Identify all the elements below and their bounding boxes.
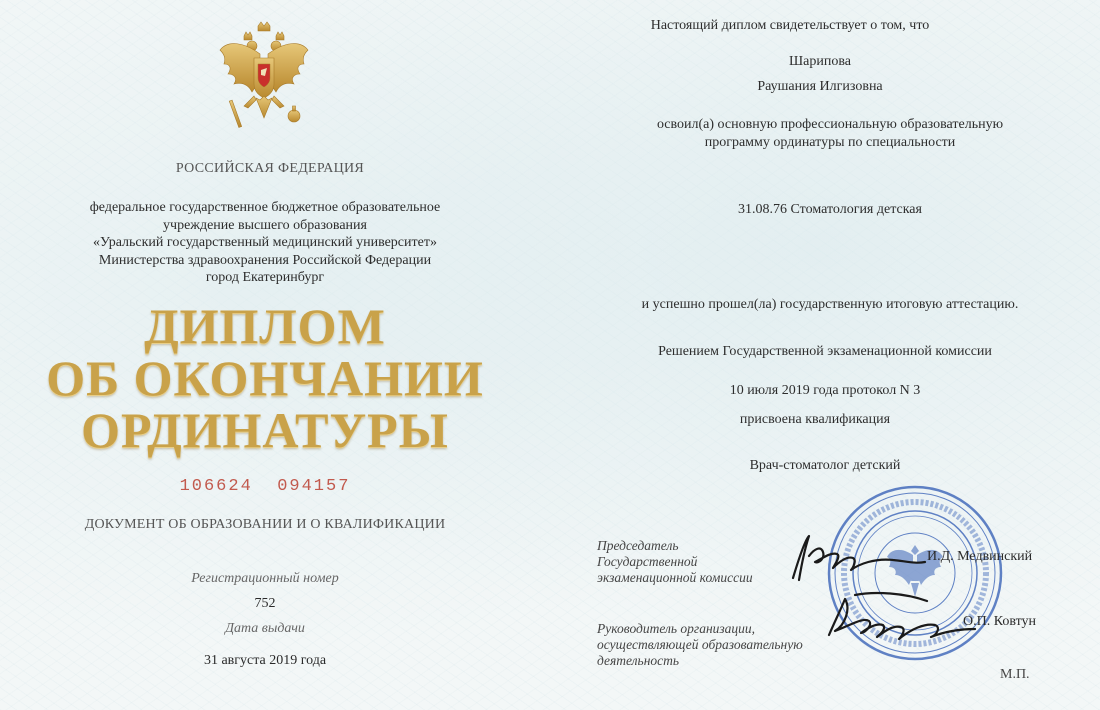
registration-label: Регистрационный номер: [191, 571, 339, 586]
document-type: ДОКУМЕНТ ОБ ОБРАЗОВАНИИ И О КВАЛИФИКАЦИИ: [84, 517, 446, 532]
chairman-signature: [775, 528, 935, 588]
head-label: [597, 621, 837, 669]
institution-line: Министерства здравоохранения Российской Федерации: [98, 252, 432, 268]
issue-date: 31 августа 2019 года: [203, 653, 327, 668]
chairman-label-line: Государственной: [597, 554, 698, 569]
registration-number: 752: [254, 596, 276, 611]
graduate-surname: Шарипова: [789, 54, 851, 69]
program-text: [610, 116, 1050, 151]
institution-block: [40, 199, 490, 287]
diploma-title: [20, 300, 510, 456]
qualification: Врач-стоматолог детский: [749, 458, 901, 473]
chairman-label-line: Председатель: [597, 538, 679, 553]
institution-line: город Екатеринбург: [205, 270, 325, 285]
institution-line: «Уральский государственный медицинский университет»: [93, 235, 437, 250]
attestation-text: и успешно прошел(ла) государственную итоговую аттестацию.: [641, 297, 1019, 312]
institution-line: учреждение высшего образования: [163, 217, 367, 233]
program-line: освоил(а) основную профессиональную образовательную: [656, 117, 1004, 132]
country-heading: РОССИЙСКАЯ ФЕДЕРАЦИЯ: [175, 161, 365, 176]
protocol-info: 10 июля 2019 года протокол N 3: [729, 383, 921, 398]
title-line: ДИПЛОМ: [144, 298, 386, 354]
graduate-given-names: Раушания Илгизовна: [757, 79, 883, 94]
head-label-line: осуществляющей образовательную: [597, 637, 803, 652]
qualification-label: присвоена квалификация: [739, 412, 891, 427]
title-line: ОБ ОКОНЧАНИИ: [46, 350, 484, 406]
head-signature: [815, 585, 985, 645]
intro-text: Настоящий диплом свидетельствует о том, что: [650, 18, 930, 33]
double-headed-eagle-emblem-icon: [214, 20, 314, 142]
chairman-label: [597, 538, 797, 586]
stamp-mark: М.П.: [1000, 667, 1030, 682]
title-line: ОРДИНАТУРЫ: [81, 402, 449, 458]
chairman-name: И.Д. Медвинский: [927, 549, 1033, 564]
head-label-line: деятельность: [597, 653, 680, 668]
head-name: О.П. Ковтун: [963, 614, 1037, 629]
program-line: программу ординатуры по специальности: [704, 134, 956, 150]
chairman-label-line: экзаменационной комиссии: [597, 570, 753, 585]
serial-number: 106624 094157: [179, 477, 351, 496]
head-label-line: Руководитель организации,: [597, 621, 756, 636]
commission-decision: Решением Государственной экзаменационной комиссии: [658, 344, 992, 359]
specialty: 31.08.76 Стоматология детская: [738, 202, 922, 217]
issue-date-label: Дата выдачи: [225, 621, 305, 636]
institution-line: федеральное государственное бюджетное образовательное: [89, 200, 441, 215]
